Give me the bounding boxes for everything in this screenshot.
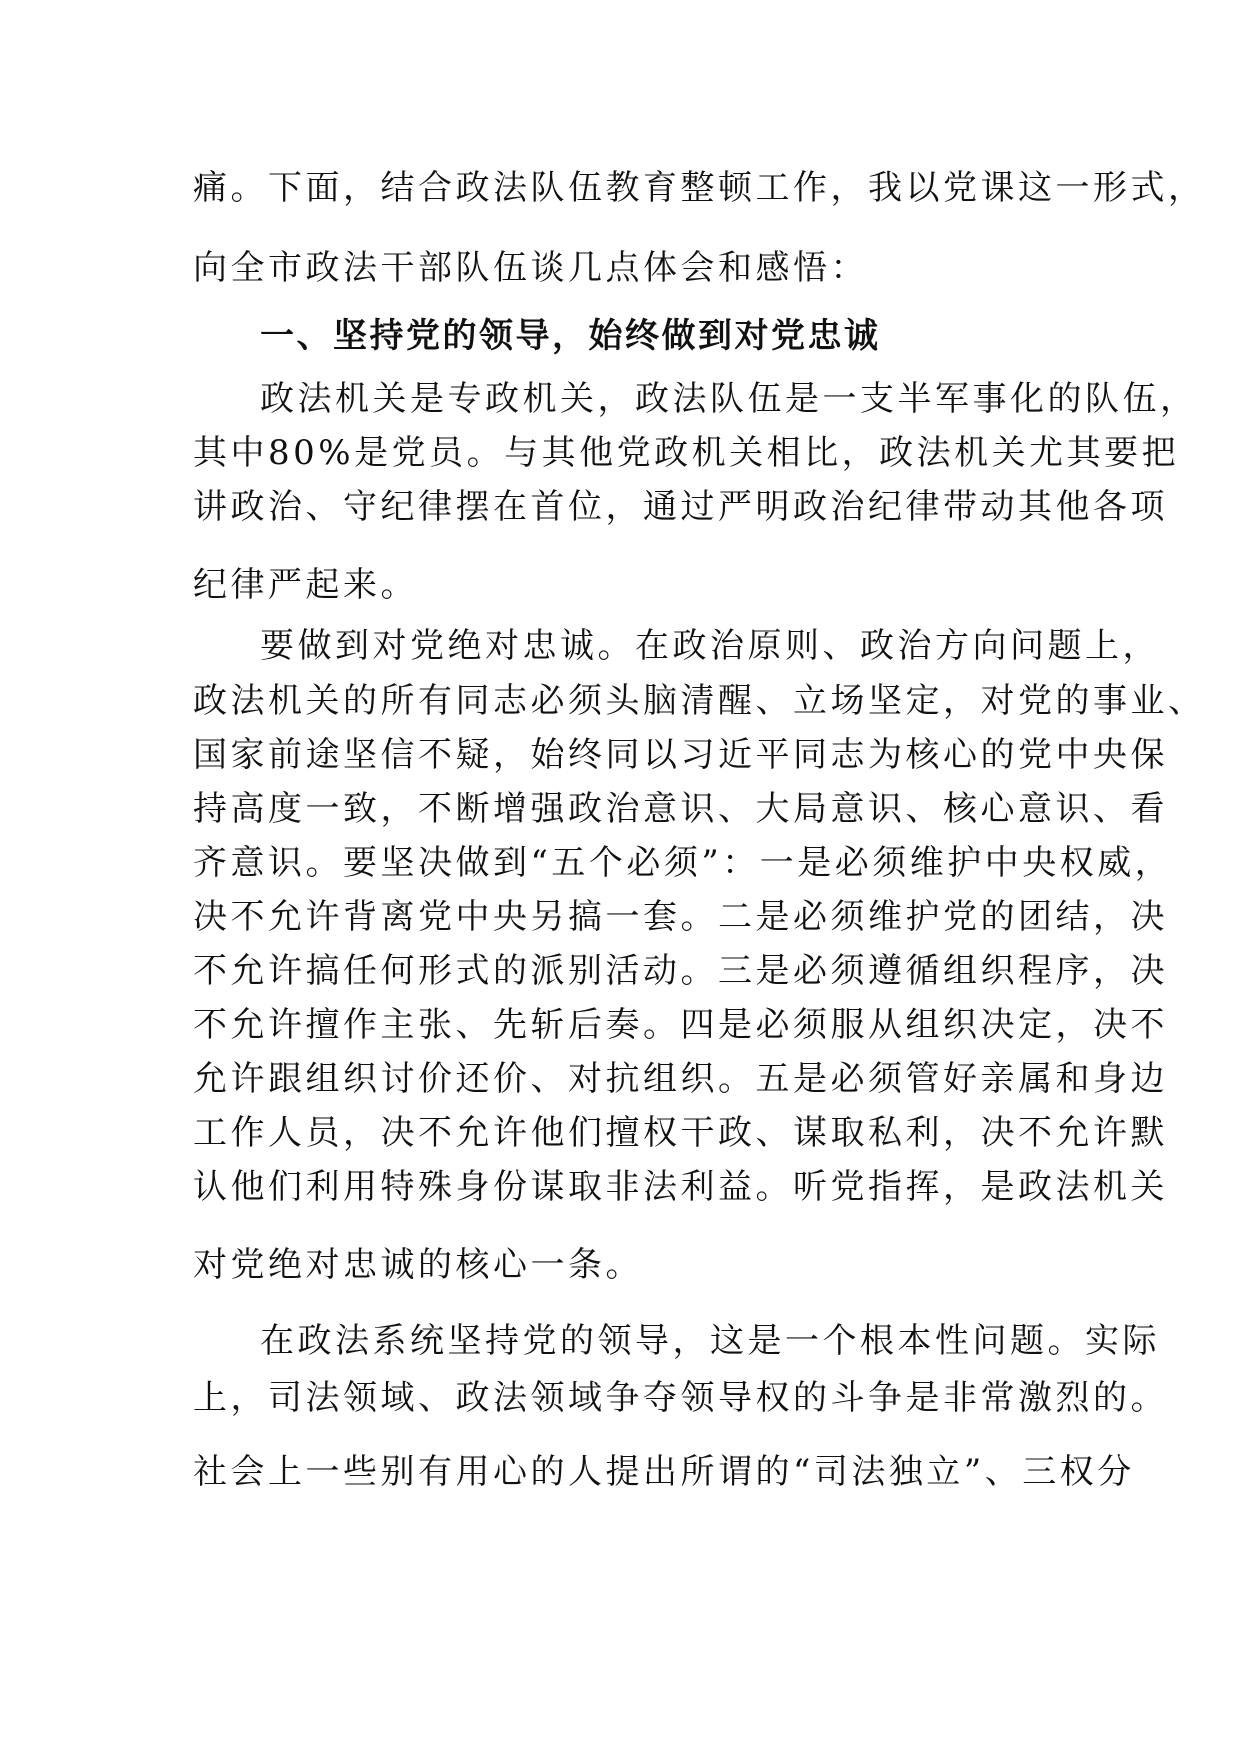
text-line: 不允许擅作主张、先斩后奏。四是必须服从组织决定，决不 [193,1005,1168,1045]
text-line: 齐意识。要坚决做到“五个必须”：一是必须维护中央权威， [193,843,1173,883]
text-line: 国家前途坚信不疑，始终同以习近平同志为核心的党中央保 [193,735,1168,775]
text-line: 其中80%是党员。与其他党政机关相比，政法机关尤其要把 [193,433,1180,473]
text-line: 对党绝对忠诚的核心一条。 [193,1245,643,1285]
text-line: 讲政治、守纪律摆在首位，通过严明政治纪律带动其他各项 [193,487,1168,527]
text-line: 政法机关是专政机关，政法队伍是一支半军事化的队伍， [260,379,1198,419]
text-line: 持高度一致，不断增强政治意识、大局意识、核心意识、看 [193,789,1168,829]
text-line: 允许跟组织讨价还价、对抗组织。五是必须管好亲属和身边 [193,1059,1168,1099]
text-line: 政法机关的所有同志必须头脑清醒、立场坚定，对党的事业、 [193,681,1206,721]
text-line: 认他们利用特殊身份谋取非法利益。听党指挥，是政法机关 [193,1167,1168,1207]
section-heading: 一、坚持党的领导，始终做到对党忠诚 [260,316,881,356]
text-line: 要做到对党绝对忠诚。在政治原则、政治方向问题上， [260,626,1160,666]
text-line: 社会上一些别有用心的人提出所谓的“司法独立”、三权分 [193,1452,1135,1492]
text-line: 工作人员，决不允许他们擅权干政、谋取私利，决不允许默 [193,1113,1168,1153]
text-line: 决不允许背离党中央另搞一套。二是必须维护党的团结，决 [193,897,1168,937]
text-line: 痛。下面，结合政法队伍教育整顿工作，我以党课这一形式， [193,168,1206,208]
text-line: 向全市政法干部队伍谈几点体会和感悟： [193,248,868,288]
text-line: 在政法系统坚持党的领导，这是一个根本性问题。实际 [260,1321,1160,1361]
text-line: 上，司法领域、政法领域争夺领导权的斗争是非常激烈的。 [193,1378,1168,1418]
text-line: 不允许搞任何形式的派别活动。三是必须遵循组织程序，决 [193,951,1168,991]
text-line: 纪律严起来。 [193,565,418,605]
